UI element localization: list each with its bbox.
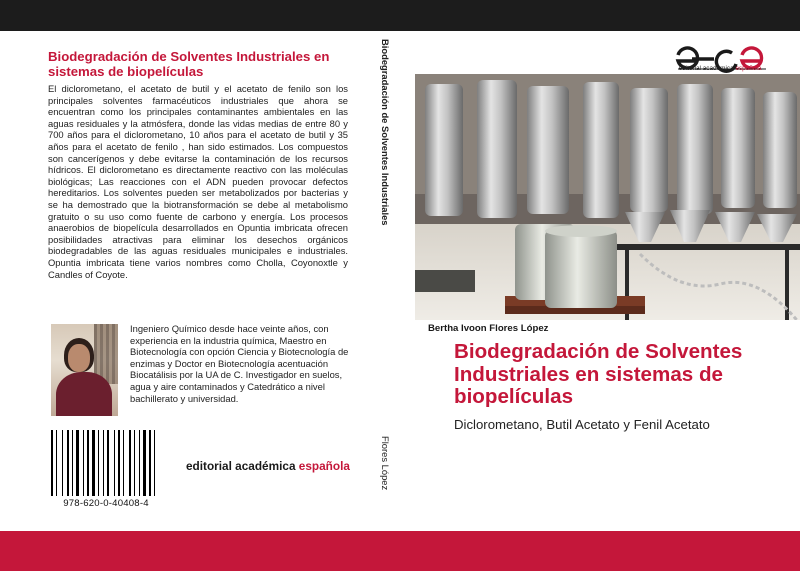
barcode-bar: [83, 430, 84, 496]
barcode-bar: [90, 430, 91, 496]
author-bio: Ingeniero Químico desde hace veinte años, con experiencia en la industria química, Maestro en Biotecnología con opción Ciencia y Biotecnología de enzimas y Doctor en Biotecnología acentuación Biocatálisis por la UA de C. Investigador en suelos, agua y aire contaminados y Catedrático a nivel bachillerato y universidad.: [130, 323, 349, 404]
front-author: Bertha Ivoon Flores López: [428, 323, 549, 334]
barcode-bar: [85, 430, 86, 496]
barcode-bar: [110, 430, 113, 496]
barcode-bar: [67, 430, 69, 496]
barcode-bar: [121, 430, 122, 496]
barcode-bar: [154, 430, 155, 496]
barcode-bar: [152, 430, 153, 496]
barcode-bar: [129, 430, 131, 496]
barcode-bar: [114, 430, 115, 496]
barcode-bar: [143, 430, 146, 496]
barcode-bar: [149, 430, 151, 496]
barcode-bar: [141, 430, 142, 496]
barcode-bar: [123, 430, 124, 496]
front-subtitle: Diclorometano, Butil Acetato y Fenil Acetato: [454, 417, 710, 432]
barcode-bar: [125, 430, 128, 496]
barcode-bar: [105, 430, 106, 496]
barcode-bar: [139, 430, 140, 496]
publisher-main: editorial académica: [186, 459, 299, 473]
barcode-bar: [147, 430, 148, 496]
barcode-bar: [64, 430, 66, 496]
barcode-bar: [70, 430, 71, 496]
bottom-band: [0, 531, 800, 571]
barcode-bar: [87, 430, 89, 496]
barcode-bar: [92, 430, 95, 496]
barcode-icon: [51, 430, 161, 496]
barcode-bar: [107, 430, 109, 496]
barcode-bar: [134, 430, 135, 496]
barcode-bar: [58, 430, 61, 496]
barcode-bar: [54, 430, 55, 496]
cover-photo: [415, 74, 800, 320]
barcode: [51, 430, 161, 512]
author-photo: [51, 324, 118, 416]
barcode-bar: [118, 430, 120, 496]
logo-caption: editorial académica española: [678, 65, 762, 72]
publisher-name: [186, 459, 350, 473]
barcode-bar: [116, 430, 117, 496]
barcode-bar: [136, 430, 138, 496]
back-title: Biodegradación de Solventes Industriales en sistemas de biopelículas: [48, 49, 330, 79]
barcode-bar: [103, 430, 104, 496]
barcode-bar: [98, 430, 99, 496]
back-cover: [0, 31, 368, 531]
spine-title: Biodegradación de Solventes Industriales: [380, 39, 391, 226]
top-band: [0, 0, 800, 31]
barcode-bar: [96, 430, 97, 496]
barcode-bar: [100, 430, 102, 496]
barcode-bar: [76, 430, 79, 496]
barcode-bar: [51, 430, 53, 496]
spine: [368, 31, 414, 531]
blurb-text: El diclorometano, el acetato de butil y el acetato de fenilo son los principales solventes farmacéuticos industriales que ahora se encuentran como los principales contaminantes ambientales en las aguas residuales y la atmósfera, donde las vidas medias de entre 80 y 700 años para el diclorometano, 10 años para el acetato de butil y 35 años para el acetato de fenilo , han sido estimados. Los compuestos son cancerígenos y debe evitarse la contaminación de los recursos hídricos. El diclorometano es directamente reactivo con las moléculas biológicas; Las reacciones con el ADN pueden provocar defectos hereditarios. Los solventes pueden ser metabolizados por bacterias y se ha demostrado que la biotransformación se debe al metabolismo gratuito o su uso como fuente de carbono y energía. Los procesos anaerobios de biopelícula desarrollados en Opuntia imbricata ofrecen posibilidades atractivas para eliminar los desechos orgánicos biodegradables de las aguas residuales municipales e industriales. Opuntia imbricata tiene varios nombres como Cholla, Coyonoxtle y Candles of Coyote.: [48, 83, 348, 280]
barcode-bar: [156, 430, 158, 496]
barcode-bar: [80, 430, 82, 496]
barcode-bar: [74, 430, 75, 496]
publisher-accent: española: [298, 459, 350, 473]
barcode-bar: [56, 430, 57, 496]
barcode-bar: [132, 430, 133, 496]
front-title: Biodegradación de Solventes Industriales en sistemas de biopelículas: [454, 340, 743, 408]
front-cover: [414, 31, 800, 531]
barcode-bar: [72, 430, 73, 496]
isbn-number: 978-620-0-40408-4: [63, 498, 149, 509]
barcode-bar: [62, 430, 63, 496]
spine-author: Flores López: [380, 436, 391, 491]
